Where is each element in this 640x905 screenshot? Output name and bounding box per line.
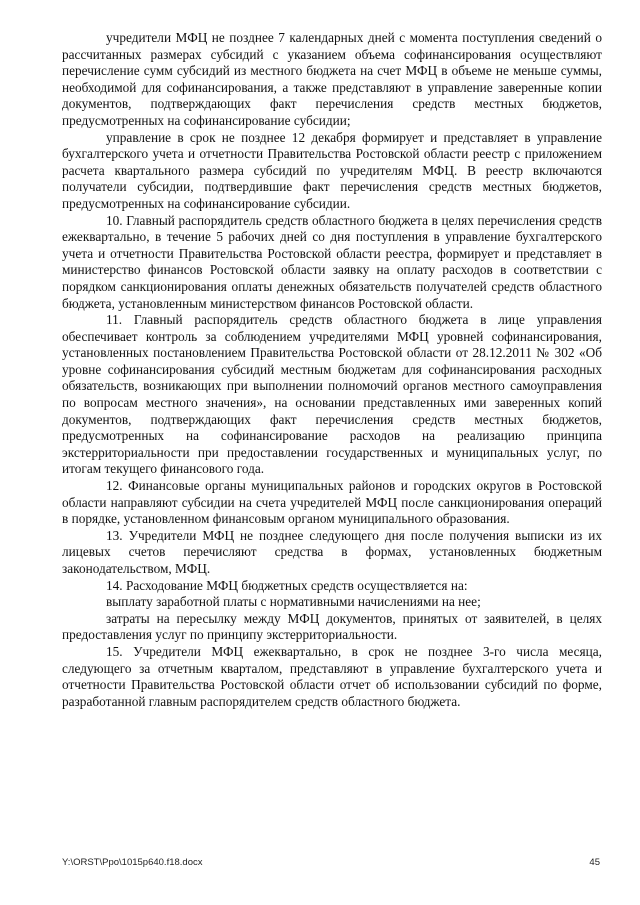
paragraph-item-10: 10. Главный распорядитель средств областного бюджета в целях перечисления средств ежеквартально, в течение 5 рабочих дней со дня поступления в управление бухгалтерского учета и отчетности Правительства Ростовской области реестра, формирует и представляет в министерство финансов Ростовской области заявку на оплату расходов в соответствии с порядком санкционирования оплаты денежных обязательств получателей средств областного бюджета, установленным министерством финансов Ростовской области.	[62, 212, 602, 311]
footer-page-number: 45	[589, 857, 600, 868]
paragraph-item-11: 11. Главный распорядитель средств областного бюджета в лице управления обеспечивает контроль за соблюдением учредителями МФЦ уровней софинансирования, установленных постановлением Правительства Ростовской области от 28.12.2011 № 302 «Об уровне софинансирования субсидий местным бюджетам для софинансирования расходных обязательств, возникающих при выполнении полномочий органов местного самоуправления по вопросам местного значения», на основании представленных ими заверенных копий документов, подтверждающих факт перечисления средств местных бюджетов, предусмотренных на софинансирование расходов на реализацию принципа экстерриториальности при предоставлении государственных и муниципальных услуг, по итогам текущего финансового года.	[62, 312, 602, 477]
paragraph-founders-transfer: учредители МФЦ не позднее 7 календарных дней с момента поступления сведений о рассчитанных размерах субсидий с указанием объема софинансирования осуществляют перечисление сумм субсидий из местного бюджета на счет МФЦ в объеме не меньше суммы, необходимой для софинансирования, а также представляют в управление заверенные копии документов, подтверждающих факт перечисления средств местных бюджетов, предусмотренных на софинансирование субсидии;	[62, 30, 602, 128]
paragraph-item-14: 14. Расходование МФЦ бюджетных средств осуществляется на:	[106, 577, 468, 593]
paragraph-item-12: 12. Финансовые органы муниципальных районов и городских округов в Ростовской области направляют субсидии на счета учредителей МФЦ после санкционирования операций в порядке, установленном финансовым органом муниципального образования.	[62, 478, 602, 527]
paragraph-item-14-salary: выплату заработной платы с нормативными начислениями на нее;	[106, 594, 481, 610]
paragraph-item-15: 15. Учредители МФЦ ежеквартально, в срок не позднее 3-го числа месяца, следующего за отчетным кварталом, представляют в управление бухгалтерского учета и отчетности Правительства Ростовской области отчет об использовании субсидий по форме, разработанной главным распорядителем средств областного бюджета.	[62, 643, 602, 709]
footer-file-path: Y:\ORST\Ppo\1015p640.f18.docx	[62, 857, 203, 868]
paragraph-department-registry: управление в срок не позднее 12 декабря формирует и представляет в управление бухгалтерского учета и отчетности Правительства Ростовской области реестр с приложением расчета квартального размера субсидий по учредителям МФЦ. В реестр включаются получатели субсидии, подтвердившие факт перечисления средств местных бюджетов, предусмотренных на софинансирование субсидии.	[62, 129, 602, 211]
paragraph-item-14-postage: затраты на пересылку между МФЦ документов, принятых от заявителей, в целях предоставления услуг по принципу экстерриториальности.	[62, 610, 602, 643]
document-page	[62, 30, 602, 710]
paragraph-item-13: 13. Учредители МФЦ не позднее следующего дня после получения выписки из их лицевых счетов перечисляют средства в формах, установленных бюджетным законодательством, МФЦ.	[62, 527, 602, 576]
